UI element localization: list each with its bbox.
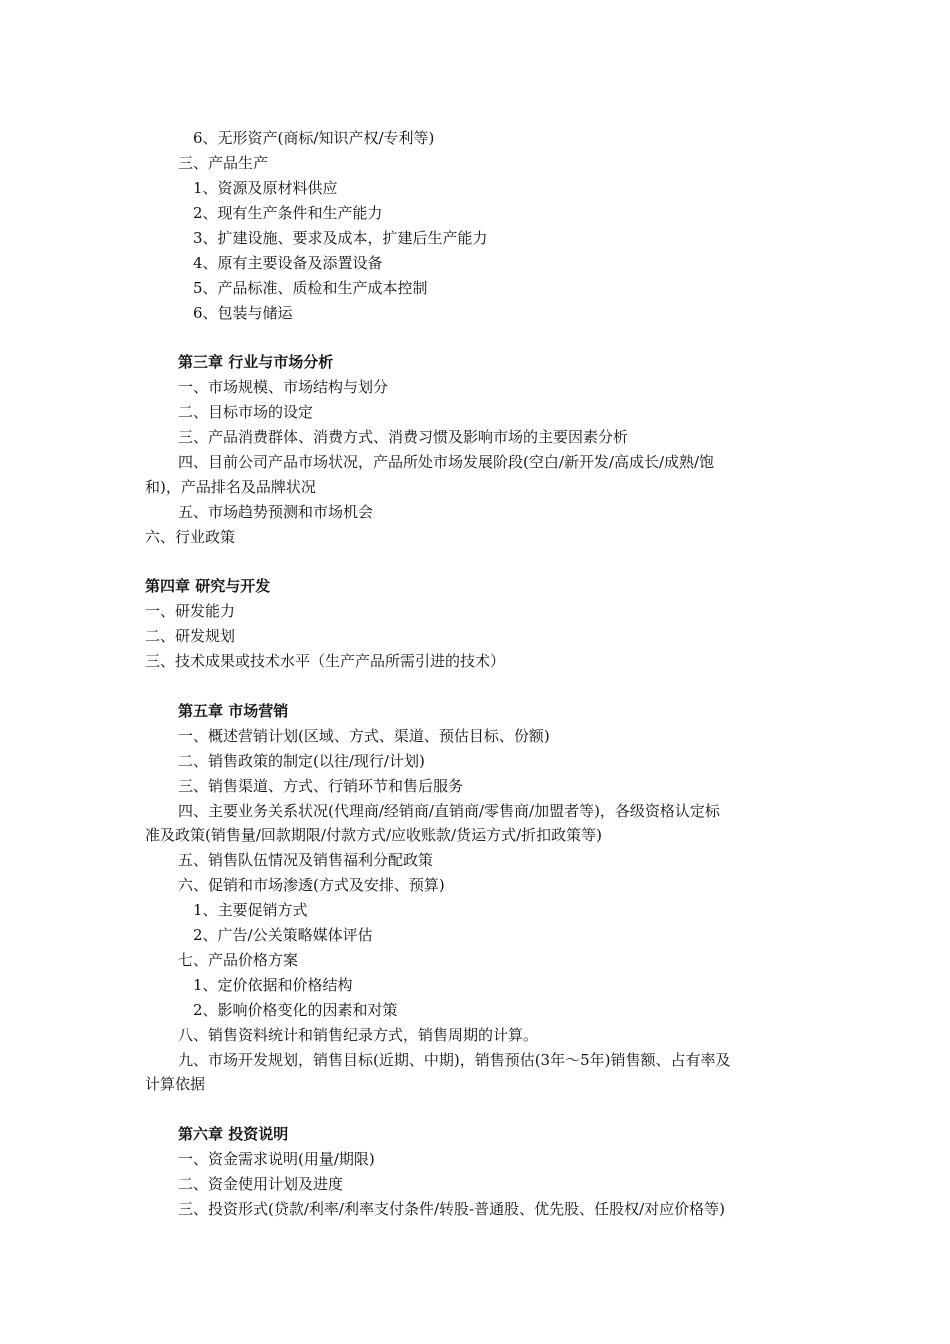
section-heading: 三、产品生产: [178, 154, 269, 172]
section-item: 2、现有生产条件和生产能力: [193, 204, 383, 222]
section-heading: 二、资金使用计划及进度: [178, 1175, 344, 1193]
section-item: 5、产品标准、质检和生产成本控制: [193, 279, 428, 297]
chapter-heading: 第四章 研究与开发: [145, 577, 271, 595]
section-heading: 五、销售队伍情况及销售福利分配政策: [178, 851, 434, 869]
section-heading: 六、促销和市场渗透(方式及安排、预算): [178, 876, 445, 894]
section-heading: 二、研发规划: [145, 627, 236, 645]
section-item: 1、资源及原材料供应: [193, 179, 338, 197]
section-heading: 四、目前公司产品市场状况，产品所处市场发展阶段(空白/新开发/高成长/成熟/饱: [178, 453, 715, 471]
section-heading: 七、产品价格方案: [178, 951, 299, 969]
section-heading: 二、销售政策的制定(以往/现行/计划): [178, 752, 425, 770]
section-item: 3、扩建设施、要求及成本，扩建后生产能力: [193, 229, 488, 247]
section-item: 1、主要促销方式: [193, 901, 308, 919]
section-heading: 三、产品消费群体、消费方式、消费习惯及影响市场的主要因素分析: [178, 428, 629, 446]
chapter-heading: 第三章 行业与市场分析: [178, 353, 334, 371]
section-item: 6、包装与储运: [193, 304, 293, 322]
section-item: 2、影响价格变化的因素和对策: [193, 1001, 398, 1019]
section-item: 1、定价依据和价格结构: [193, 976, 353, 994]
section-heading: 五、市场趋势预测和市场机会: [178, 503, 374, 521]
chapter-heading: 第六章 投资说明: [178, 1125, 289, 1143]
section-heading: 六、行业政策: [145, 528, 236, 546]
section-heading: 四、主要业务关系状况(代理商/经销商/直销商/零售商/加盟者等)，各级资格认定标: [178, 802, 720, 820]
section-item: 4、原有主要设备及添置设备: [193, 254, 383, 272]
section-item: 6、无形资产(商标/知识产权/专利等): [193, 129, 435, 147]
section-heading: 一、研发能力: [145, 602, 236, 620]
section-heading: 三、销售渠道、方式、行销环节和售后服务: [178, 777, 464, 795]
section-heading: 一、资金需求说明(用量/期限): [178, 1150, 375, 1168]
section-heading: 九、市场开发规划，销售目标(近期、中期)，销售预估(3年～5年)销售额、占有率及: [178, 1051, 731, 1069]
section-heading: 一、市场规模、市场结构与划分: [178, 378, 389, 396]
section-continuation: 和)，产品排名及品牌状况: [145, 478, 316, 496]
section-heading: 一、概述营销计划(区域、方式、渠道、预估目标、份额): [178, 727, 550, 745]
section-heading: 八、销售资料统计和销售纪录方式，销售周期的计算。: [178, 1026, 539, 1044]
section-heading: 二、目标市场的设定: [178, 403, 314, 421]
section-continuation: 准及政策(销售量/回款期限/付款方式/应收账款/货运方式/折扣政策等): [145, 826, 602, 844]
section-item: 2、广告/公关策略媒体评估: [193, 926, 373, 944]
section-continuation: 计算依据: [145, 1075, 206, 1093]
section-heading: 三、技术成果或技术水平（生产产品所需引进的技术）: [145, 652, 506, 670]
section-heading: 三、投资形式(贷款/利率/利率支付条件/转股-普通股、优先股、任股权/对应价格等): [178, 1200, 725, 1218]
chapter-heading: 第五章 市场营销: [178, 702, 289, 720]
